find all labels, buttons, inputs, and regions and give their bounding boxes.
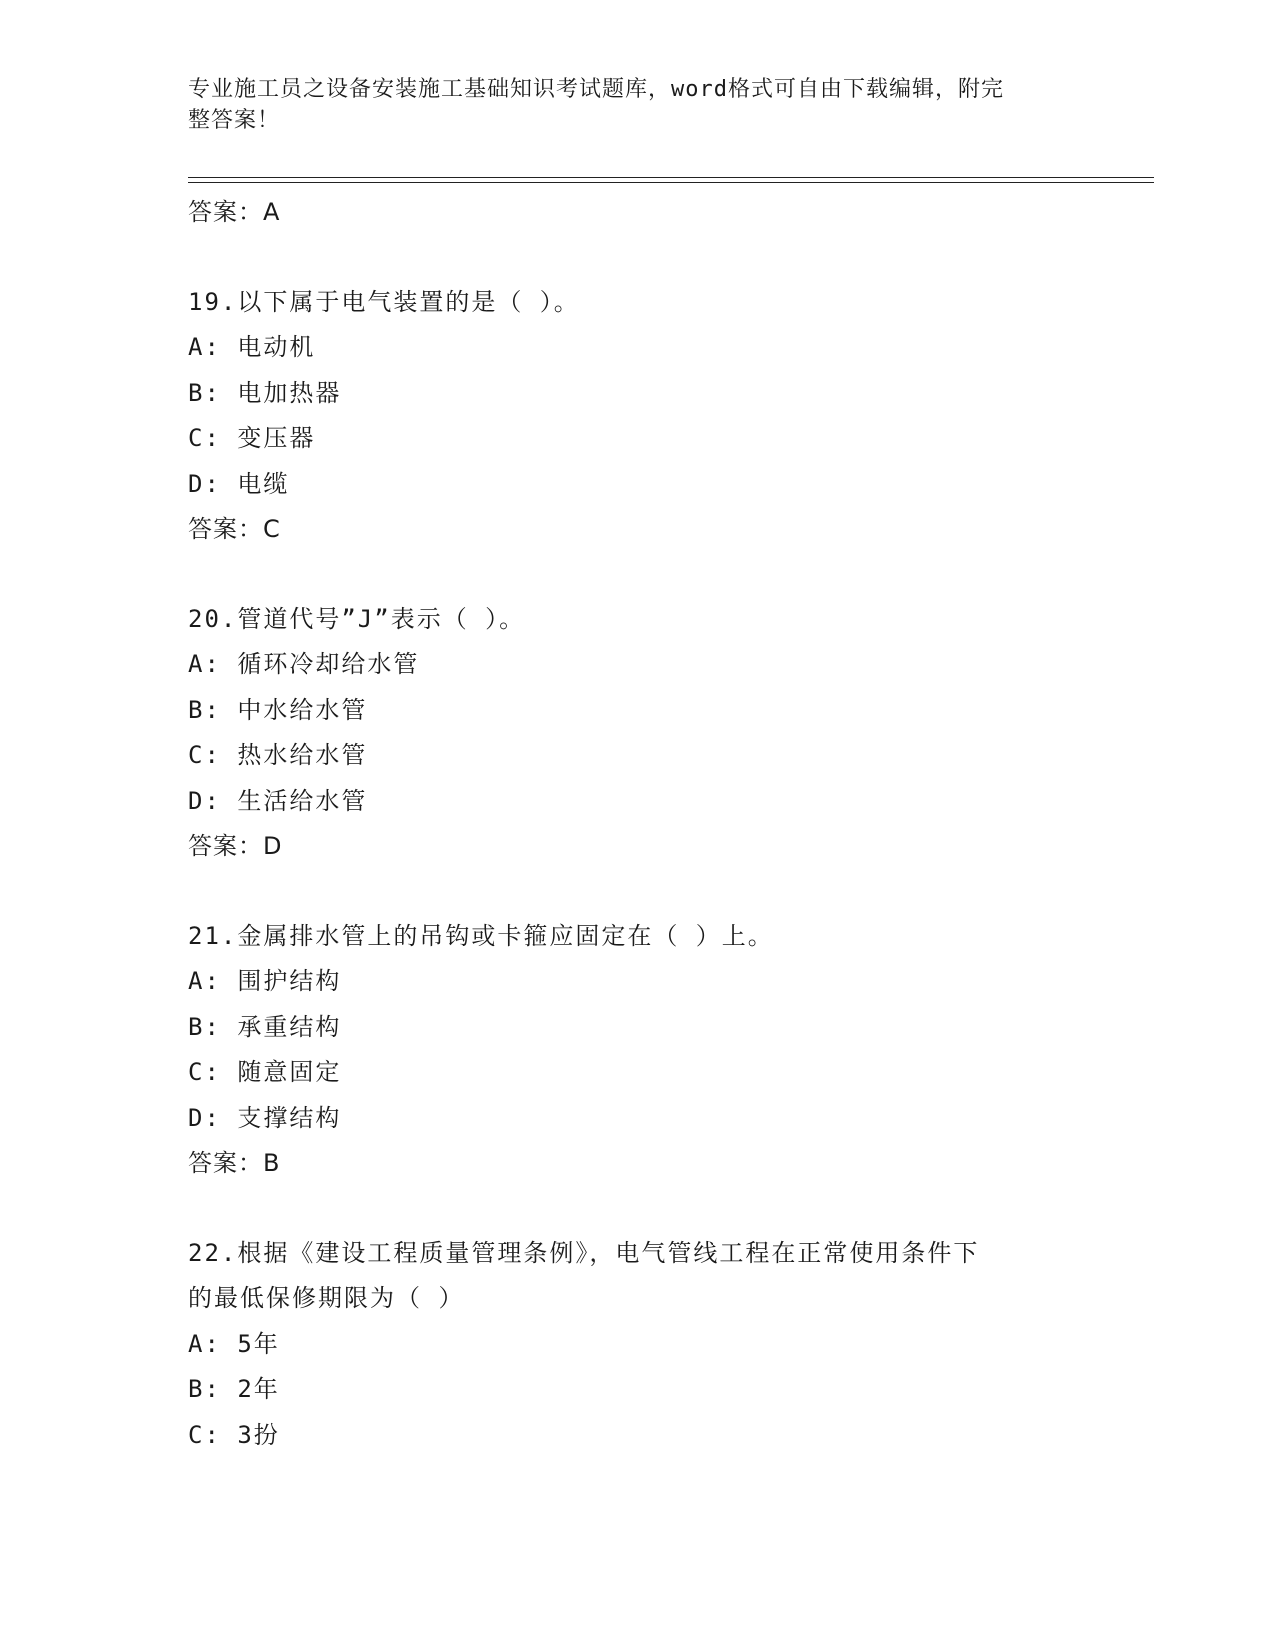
spacer	[188, 236, 1088, 280]
answer-line: 答案：B	[188, 1149, 281, 1177]
spacer	[188, 870, 1088, 914]
option-b: B: 2年	[188, 1375, 280, 1403]
option-a: A: 围护结构	[188, 967, 342, 995]
question-list	[188, 190, 1088, 1458]
header-line-2: 整答案！	[188, 108, 281, 133]
question-text: 20.管道代号”J”表示（ ）。	[188, 604, 526, 633]
document-header	[188, 74, 1068, 136]
option-a: A: 循环冷却给水管	[188, 650, 420, 678]
answer-line: 答案：D	[188, 832, 283, 860]
question-block-21	[188, 914, 1088, 1187]
option-d: D: 生活给水管	[188, 786, 368, 815]
answer-line: 答案：A	[188, 198, 281, 226]
header-rule-bottom	[188, 182, 1154, 183]
option-b: B: 中水给水管	[188, 695, 368, 724]
option-b: B: 承重结构	[188, 1012, 342, 1041]
answer-line: 答案：C	[188, 515, 281, 543]
option-a: A: 电动机	[188, 333, 316, 361]
header-line-1: 专业施工员之设备安装施工基础知识考试题库，word格式可自由下载编辑，附完	[188, 77, 1004, 102]
option-a: A: 5年	[188, 1329, 280, 1358]
option-d: D: 电缆	[188, 469, 290, 498]
spacer	[188, 1187, 1088, 1231]
question-text: 19.以下属于电气装置的是（ ）。	[188, 287, 580, 316]
option-b: B: 电加热器	[188, 378, 342, 407]
question-text-line-1: 22.根据《建设工程质量管理条例》，电气管线工程在正常使用条件下	[188, 1238, 980, 1267]
option-c: C: 随意固定	[188, 1058, 342, 1086]
question-text: 21.金属排水管上的吊钩或卡箍应固定在（ ）上。	[188, 921, 774, 950]
question-block-22	[188, 1231, 1088, 1459]
option-d: D: 支撑结构	[188, 1103, 342, 1132]
question-text-line-2: 的最低保修期限为（ ）	[188, 1284, 465, 1312]
option-c: C: 变压器	[188, 424, 316, 452]
question-block-20	[188, 597, 1088, 870]
header-rule-top	[188, 177, 1154, 178]
spacer	[188, 553, 1088, 597]
question-block-19	[188, 280, 1088, 553]
option-c: C: 热水给水管	[188, 741, 368, 769]
option-c: C: 3扮	[188, 1420, 280, 1449]
